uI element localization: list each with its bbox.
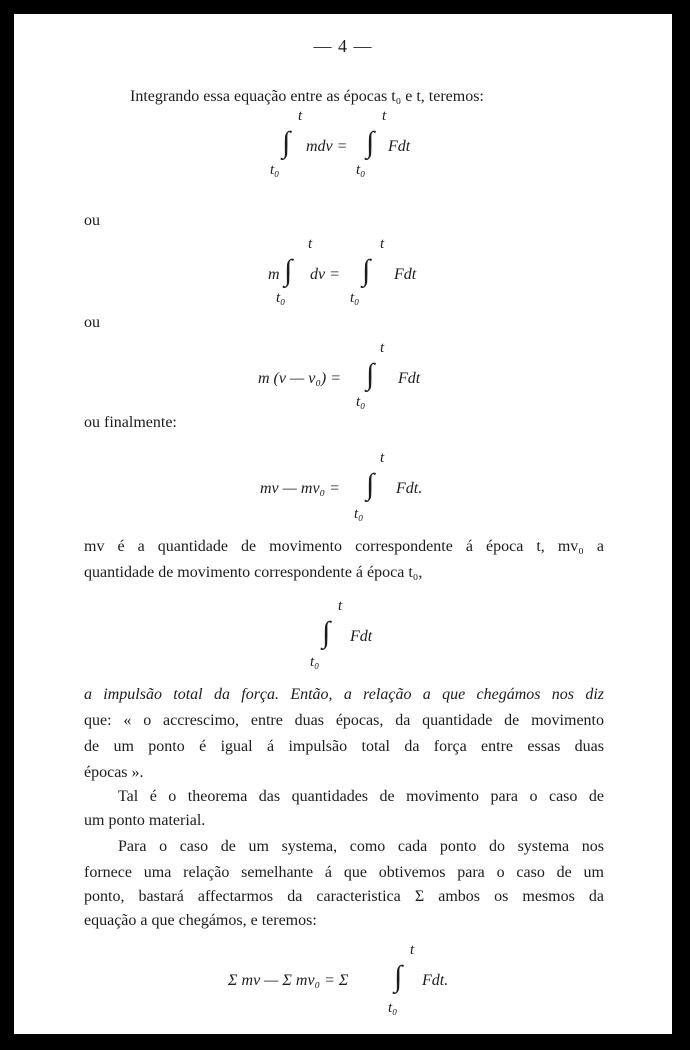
eq5-lower-limit: t₀ [310, 654, 320, 670]
eq1-upper-limit: t [298, 108, 303, 124]
eq4-integral: ∫ [366, 468, 375, 501]
paragraph-2-line-4: épocas ». [84, 764, 144, 781]
eq5-integral: ∫ [322, 616, 331, 649]
eq2-integral-right: ∫ [362, 254, 371, 287]
paragraph-4-line-4: equação a que chegámos, e teremos: [84, 912, 317, 929]
eq2-left-factor: m [268, 266, 280, 283]
eq3-integral: ∫ [366, 358, 375, 391]
page-number: — 4 — [313, 36, 373, 56]
eq2-lower-limit-right: t₀ [350, 290, 360, 306]
eq1-left-side: mdv = [306, 138, 348, 155]
paragraph-1-line-1: mv é a quantidade de movimento correspondente á época t, mv₀ a [84, 538, 604, 555]
eq4-right-side: Fdt. [396, 480, 423, 497]
paragraph-3-line-2: um ponto material. [84, 812, 206, 829]
paragraph-4-line-3: ponto, bastará affectarmos da caracteristica Σ ambos os mesmos da [84, 888, 604, 905]
eq2-right-side: Fdt [394, 266, 417, 283]
eq5-right-side: Fdt [350, 628, 373, 645]
eq2-integral-left: ∫ [284, 254, 293, 287]
paragraph-4-line-1: Para o caso de um systema, como cada ponto do systema nos [118, 838, 604, 855]
eq1-integral-left: ∫ [282, 126, 291, 159]
eq6-right-side: Fdt. [422, 972, 449, 989]
intro-line: Integrando essa equação entre as épocas t₀ e t, teremos: [130, 88, 484, 105]
eq3-left-side: m (v — v₀) = [258, 370, 341, 387]
eq3-upper-limit: t [380, 340, 385, 356]
eq3-right-side: Fdt [398, 370, 421, 387]
ou-line-1: ou [84, 212, 100, 229]
eq4-left-side: mv — mv₀ = [260, 480, 340, 497]
paragraph-2-line-1: a impulsão total da força. Então, a relação a que chegámos nos diz [84, 686, 604, 703]
eq2-lower-limit: t₀ [276, 290, 286, 306]
paragraph-1-line-2: quantidade de movimento correspondente á época t₀, [84, 564, 423, 581]
eq2-upper-limit: t [308, 236, 313, 252]
eq6-left-side: Σ mv — Σ mv₀ = Σ [228, 972, 349, 989]
eq1-lower-limit-right: t₀ [356, 162, 366, 178]
ou-line-2: ou [84, 314, 100, 331]
paragraph-2-line-3: de um ponto é igual á impulsão total da força entre essas duas [84, 738, 604, 755]
paragraph-4-line-2: fornece uma relação semelhante á que obtivemos para o caso de um [84, 864, 604, 881]
eq2-middle: dv = [310, 266, 340, 283]
eq6-lower-limit: t₀ [388, 1000, 398, 1016]
eq2-upper-limit-right: t [380, 236, 385, 252]
eq3-lower-limit: t₀ [356, 394, 366, 410]
paragraph-2-line-2: que: « o accrescimo, entre duas épocas, da quantidade de movimento [84, 712, 604, 729]
eq5-upper-limit: t [338, 598, 343, 614]
eq1-right-side: Fdt [388, 138, 411, 155]
book-page [14, 14, 672, 1034]
ou-finally-line: ou finalmente: [84, 414, 177, 431]
eq6-upper-limit: t [410, 942, 415, 958]
eq4-upper-limit: t [380, 450, 385, 466]
paragraph-3-line-1: Tal é o theorema das quantidades de movimento para o caso de [118, 788, 604, 805]
eq1-upper-limit-right: t [382, 108, 387, 124]
eq1-lower-limit: t₀ [270, 162, 280, 178]
eq6-integral: ∫ [394, 960, 403, 993]
eq1-integral-right: ∫ [366, 126, 375, 159]
eq4-lower-limit: t₀ [354, 506, 364, 522]
